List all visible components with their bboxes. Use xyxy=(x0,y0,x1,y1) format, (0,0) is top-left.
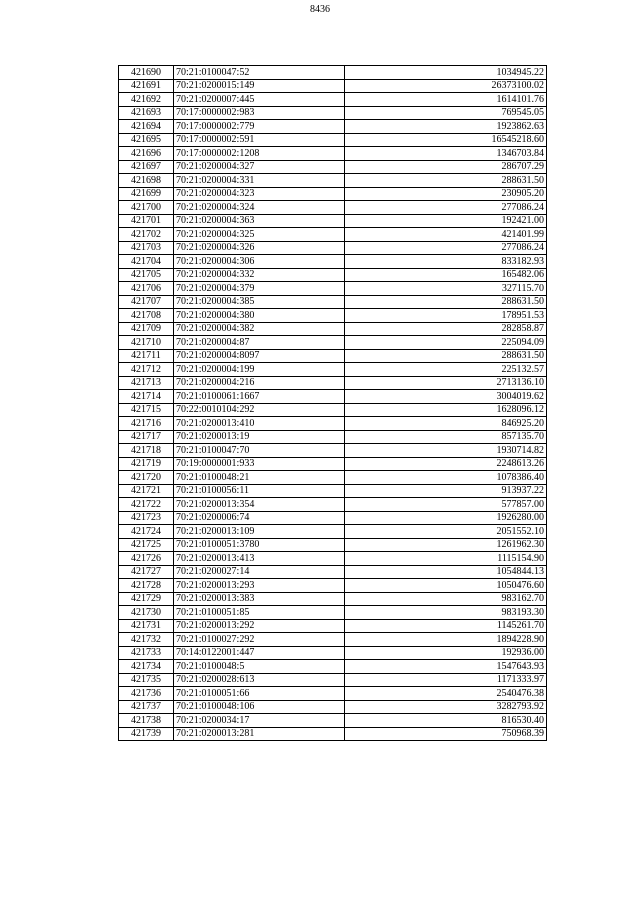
table-row xyxy=(119,444,547,458)
cadastral-number-cell: 70:21:0200013:292 xyxy=(174,619,345,633)
cadastral-number-cell: 70:21:0100048:5 xyxy=(174,660,345,674)
table-row xyxy=(119,525,547,539)
row-number-cell: 421726 xyxy=(119,552,174,566)
cadastral-number-cell: 70:21:0100061:1667 xyxy=(174,390,345,404)
table-row xyxy=(119,565,547,579)
cadastral-value-cell: 277086.24 xyxy=(345,241,547,255)
table-row xyxy=(119,673,547,687)
cadastral-value-cell: 277086.24 xyxy=(345,201,547,215)
cadastral-value-cell: 282858.87 xyxy=(345,322,547,336)
row-number-cell: 421729 xyxy=(119,592,174,606)
cadastral-number-cell: 70:14:0122001:447 xyxy=(174,646,345,660)
cadastral-value-cell: 3004019.62 xyxy=(345,390,547,404)
row-number-cell: 421738 xyxy=(119,714,174,728)
cadastral-value-cell: 1261962.30 xyxy=(345,538,547,552)
cadastral-number-cell: 70:21:0200004:331 xyxy=(174,174,345,188)
table-row xyxy=(119,619,547,633)
cadastral-number-cell: 70:21:0200004:324 xyxy=(174,201,345,215)
cadastral-value-cell: 178951.53 xyxy=(345,309,547,323)
row-number-cell: 421727 xyxy=(119,565,174,579)
cadastral-number-cell: 70:21:0200004:380 xyxy=(174,309,345,323)
table-row xyxy=(119,390,547,404)
cadastral-number-cell: 70:21:0200028:613 xyxy=(174,673,345,687)
table-row xyxy=(119,201,547,215)
row-number-cell: 421725 xyxy=(119,538,174,552)
row-number-cell: 421713 xyxy=(119,376,174,390)
cadastral-number-cell: 70:21:0100047:70 xyxy=(174,444,345,458)
cadastral-number-cell: 70:19:0000001:933 xyxy=(174,457,345,471)
cadastral-number-cell: 70:21:0100056:11 xyxy=(174,484,345,498)
cadastral-number-cell: 70:21:0200004:327 xyxy=(174,160,345,174)
cadastral-value-cell: 1930714.82 xyxy=(345,444,547,458)
table-row xyxy=(119,430,547,444)
cadastral-value-cell: 16545218.60 xyxy=(345,133,547,147)
cadastral-value-cell: 1346703.84 xyxy=(345,147,547,161)
cadastral-value-cell: 1923862.63 xyxy=(345,120,547,134)
cadastral-number-cell: 70:21:0100027:292 xyxy=(174,633,345,647)
row-number-cell: 421720 xyxy=(119,471,174,485)
table-row xyxy=(119,538,547,552)
cadastral-value-cell: 327115.70 xyxy=(345,282,547,296)
cadastral-value-cell: 1926280.00 xyxy=(345,511,547,525)
cadastral-number-cell: 70:21:0200013:383 xyxy=(174,592,345,606)
row-number-cell: 421715 xyxy=(119,403,174,417)
row-number-cell: 421692 xyxy=(119,93,174,107)
cadastral-value-cell: 833182.93 xyxy=(345,255,547,269)
row-number-cell: 421730 xyxy=(119,606,174,620)
row-number-cell: 421705 xyxy=(119,268,174,282)
row-number-cell: 421693 xyxy=(119,106,174,120)
cadastral-value-cell: 2540476.38 xyxy=(345,687,547,701)
row-number-cell: 421703 xyxy=(119,241,174,255)
page-number: 8436 xyxy=(310,4,330,15)
cadastral-value-cell: 288631.50 xyxy=(345,349,547,363)
cadastral-value-cell: 1894228.90 xyxy=(345,633,547,647)
row-number-cell: 421731 xyxy=(119,619,174,633)
cadastral-value-cell: 769545.05 xyxy=(345,106,547,120)
cadastral-value-cell: 288631.50 xyxy=(345,295,547,309)
row-number-cell: 421719 xyxy=(119,457,174,471)
cadastral-value-cell: 165482.06 xyxy=(345,268,547,282)
row-number-cell: 421737 xyxy=(119,700,174,714)
table-row xyxy=(119,255,547,269)
row-number-cell: 421699 xyxy=(119,187,174,201)
cadastral-number-cell: 70:21:0200015:149 xyxy=(174,79,345,93)
cadastral-number-cell: 70:21:0200013:19 xyxy=(174,430,345,444)
table-row xyxy=(119,552,547,566)
row-number-cell: 421694 xyxy=(119,120,174,134)
row-number-cell: 421716 xyxy=(119,417,174,431)
table-row xyxy=(119,336,547,350)
cadastral-value-cell: 2051552.10 xyxy=(345,525,547,539)
table-row xyxy=(119,714,547,728)
cadastral-number-cell: 70:21:0200013:413 xyxy=(174,552,345,566)
table-row xyxy=(119,295,547,309)
row-number-cell: 421698 xyxy=(119,174,174,188)
cadastral-number-cell: 70:21:0200004:87 xyxy=(174,336,345,350)
table-row xyxy=(119,457,547,471)
table-row xyxy=(119,174,547,188)
row-number-cell: 421739 xyxy=(119,727,174,741)
cadastral-value-cell: 192936.00 xyxy=(345,646,547,660)
cadastral-value-cell: 913937.22 xyxy=(345,484,547,498)
cadastral-number-cell: 70:21:0100048:106 xyxy=(174,700,345,714)
table-row xyxy=(119,322,547,336)
row-number-cell: 421722 xyxy=(119,498,174,512)
table-row xyxy=(119,687,547,701)
row-number-cell: 421723 xyxy=(119,511,174,525)
table-row xyxy=(119,282,547,296)
cadastral-number-cell: 70:21:0200004:332 xyxy=(174,268,345,282)
cadastral-value-cell: 2248613.26 xyxy=(345,457,547,471)
row-number-cell: 421706 xyxy=(119,282,174,296)
row-number-cell: 421728 xyxy=(119,579,174,593)
row-number-cell: 421708 xyxy=(119,309,174,323)
cadastral-number-cell: 70:17:0000002:779 xyxy=(174,120,345,134)
cadastral-value-cell: 846925.20 xyxy=(345,417,547,431)
table-row xyxy=(119,160,547,174)
cadastral-number-cell: 70:21:0200004:323 xyxy=(174,187,345,201)
cadastral-number-cell: 70:21:0200013:281 xyxy=(174,727,345,741)
table-row xyxy=(119,147,547,161)
cadastral-value-cell: 577857.00 xyxy=(345,498,547,512)
table-row xyxy=(119,484,547,498)
cadastral-value-cell: 1054844.13 xyxy=(345,565,547,579)
cadastral-value-cell: 1050476.60 xyxy=(345,579,547,593)
cadastral-number-cell: 70:21:0200013:410 xyxy=(174,417,345,431)
table-row xyxy=(119,93,547,107)
row-number-cell: 421696 xyxy=(119,147,174,161)
cadastral-number-cell: 70:21:0200004:363 xyxy=(174,214,345,228)
cadastral-value-cell: 192421.00 xyxy=(345,214,547,228)
table-row xyxy=(119,376,547,390)
cadastral-number-cell: 70:21:0100051:3780 xyxy=(174,538,345,552)
cadastral-value-cell: 421401.99 xyxy=(345,228,547,242)
cadastral-value-cell: 1628096.12 xyxy=(345,403,547,417)
cadastral-number-cell: 70:17:0000002:983 xyxy=(174,106,345,120)
row-number-cell: 421710 xyxy=(119,336,174,350)
cadastral-number-cell: 70:21:0200004:306 xyxy=(174,255,345,269)
table-row xyxy=(119,187,547,201)
row-number-cell: 421712 xyxy=(119,363,174,377)
cadastral-number-cell: 70:21:0200004:379 xyxy=(174,282,345,296)
cadastral-number-cell: 70:21:0100051:66 xyxy=(174,687,345,701)
cadastral-number-cell: 70:21:0200013:109 xyxy=(174,525,345,539)
row-number-cell: 421732 xyxy=(119,633,174,647)
table-row xyxy=(119,268,547,282)
cadastral-number-cell: 70:21:0200004:385 xyxy=(174,295,345,309)
table-row xyxy=(119,403,547,417)
row-number-cell: 421718 xyxy=(119,444,174,458)
table-row xyxy=(119,241,547,255)
table-row xyxy=(119,120,547,134)
cadastral-number-cell: 70:21:0200006:74 xyxy=(174,511,345,525)
cadastral-number-cell: 70:17:0000002:591 xyxy=(174,133,345,147)
cadastral-number-cell: 70:21:0100048:21 xyxy=(174,471,345,485)
row-number-cell: 421701 xyxy=(119,214,174,228)
cadastral-value-cell: 1034945.22 xyxy=(345,66,547,80)
cadastral-number-cell: 70:22:0010104:292 xyxy=(174,403,345,417)
table-row xyxy=(119,660,547,674)
row-number-cell: 421733 xyxy=(119,646,174,660)
cadastral-number-cell: 70:21:0200007:445 xyxy=(174,93,345,107)
row-number-cell: 421734 xyxy=(119,660,174,674)
row-number-cell: 421717 xyxy=(119,430,174,444)
cadastral-value-table xyxy=(118,65,547,741)
cadastral-value-cell: 1078386.40 xyxy=(345,471,547,485)
cadastral-value-cell: 26373100.02 xyxy=(345,79,547,93)
table-row xyxy=(119,606,547,620)
cadastral-number-cell: 70:21:0200004:326 xyxy=(174,241,345,255)
cadastral-value-cell: 1614101.76 xyxy=(345,93,547,107)
row-number-cell: 421736 xyxy=(119,687,174,701)
row-number-cell: 421714 xyxy=(119,390,174,404)
table-row xyxy=(119,309,547,323)
cadastral-value-cell: 816530.40 xyxy=(345,714,547,728)
cadastral-number-cell: 70:21:0200004:8097 xyxy=(174,349,345,363)
cadastral-value-cell: 288631.50 xyxy=(345,174,547,188)
table-row xyxy=(119,66,547,80)
table-row xyxy=(119,511,547,525)
table-row xyxy=(119,633,547,647)
cadastral-value-cell: 983162.70 xyxy=(345,592,547,606)
cadastral-value-cell: 750968.39 xyxy=(345,727,547,741)
row-number-cell: 421702 xyxy=(119,228,174,242)
row-number-cell: 421691 xyxy=(119,79,174,93)
table-row xyxy=(119,579,547,593)
table-row xyxy=(119,349,547,363)
table-body xyxy=(119,66,547,741)
cadastral-number-cell: 70:17:0000002:1208 xyxy=(174,147,345,161)
table-row xyxy=(119,417,547,431)
cadastral-value-cell: 1547643.93 xyxy=(345,660,547,674)
cadastral-value-cell: 225094.09 xyxy=(345,336,547,350)
cadastral-value-cell: 1171333.97 xyxy=(345,673,547,687)
table-row xyxy=(119,471,547,485)
cadastral-number-cell: 70:21:0200004:382 xyxy=(174,322,345,336)
row-number-cell: 421709 xyxy=(119,322,174,336)
cadastral-value-cell: 3282793.92 xyxy=(345,700,547,714)
row-number-cell: 421721 xyxy=(119,484,174,498)
row-number-cell: 421711 xyxy=(119,349,174,363)
cadastral-number-cell: 70:21:0100047:52 xyxy=(174,66,345,80)
table-row xyxy=(119,363,547,377)
cadastral-number-cell: 70:21:0200034:17 xyxy=(174,714,345,728)
row-number-cell: 421690 xyxy=(119,66,174,80)
cadastral-number-cell: 70:21:0200027:14 xyxy=(174,565,345,579)
table-row xyxy=(119,646,547,660)
table-row xyxy=(119,214,547,228)
cadastral-value-cell: 1145261.70 xyxy=(345,619,547,633)
row-number-cell: 421724 xyxy=(119,525,174,539)
cadastral-number-cell: 70:21:0100051:85 xyxy=(174,606,345,620)
cadastral-value-cell: 983193.30 xyxy=(345,606,547,620)
row-number-cell: 421704 xyxy=(119,255,174,269)
table-row xyxy=(119,79,547,93)
cadastral-value-cell: 286707.29 xyxy=(345,160,547,174)
cadastral-number-cell: 70:21:0200004:199 xyxy=(174,363,345,377)
cadastral-number-cell: 70:21:0200013:354 xyxy=(174,498,345,512)
table-row xyxy=(119,228,547,242)
table-row xyxy=(119,700,547,714)
table-row xyxy=(119,727,547,741)
cadastral-value-cell: 857135.70 xyxy=(345,430,547,444)
row-number-cell: 421697 xyxy=(119,160,174,174)
cadastral-number-cell: 70:21:0200004:216 xyxy=(174,376,345,390)
row-number-cell: 421695 xyxy=(119,133,174,147)
cadastral-number-cell: 70:21:0200013:293 xyxy=(174,579,345,593)
cadastral-value-cell: 230905.20 xyxy=(345,187,547,201)
row-number-cell: 421700 xyxy=(119,201,174,215)
cadastral-value-cell: 225132.57 xyxy=(345,363,547,377)
cadastral-value-cell: 1115154.90 xyxy=(345,552,547,566)
table-row xyxy=(119,133,547,147)
table-row xyxy=(119,106,547,120)
cadastral-value-cell: 2713136.10 xyxy=(345,376,547,390)
row-number-cell: 421707 xyxy=(119,295,174,309)
table-row xyxy=(119,498,547,512)
row-number-cell: 421735 xyxy=(119,673,174,687)
table-row xyxy=(119,592,547,606)
cadastral-number-cell: 70:21:0200004:325 xyxy=(174,228,345,242)
